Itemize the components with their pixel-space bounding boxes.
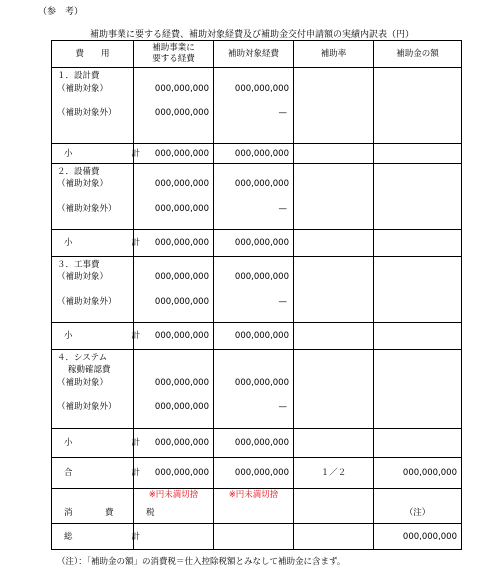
tax-amount-note: （注）	[374, 489, 462, 524]
table-title: 補助事業に要する経費、補助対象経費及び補助金交付申請額の実績内訳表（円）	[89, 30, 414, 40]
total-subsidy-rate: １／２	[294, 458, 374, 489]
rate-cell	[294, 429, 374, 458]
subtotal-row	[52, 323, 462, 350]
header-eligible-cost: 補助対象経費	[214, 41, 294, 68]
rate-cell	[294, 68, 374, 144]
total-eligible-cost: 000,000,000	[214, 458, 294, 489]
subtotal-eligible-cost: 000,000,000	[214, 323, 294, 350]
cost-breakdown-table	[51, 40, 462, 550]
subtotal-label: 小 計	[52, 144, 134, 164]
project-cost-cell: 000,000,000 000,000,000	[134, 350, 214, 429]
subtotal-label: 小 計	[52, 323, 134, 350]
section-label-cell: １．設計費 （補助対象） （補助対象外）	[52, 68, 134, 144]
total-label: 合 計	[52, 458, 134, 489]
subtotal-project-cost: 000,000,000	[134, 230, 214, 257]
total-project-cost: 000,000,000	[134, 458, 214, 489]
header-row	[52, 41, 462, 68]
subtotal-project-cost: 000,000,000	[134, 429, 214, 458]
rate-cell	[294, 524, 374, 550]
subtotal-eligible-cost: 000,000,000	[214, 144, 294, 164]
section-label-cell: ２．設備費 （補助対象） （補助対象外）	[52, 164, 134, 230]
subtotal-eligible-cost: 000,000,000	[214, 429, 294, 458]
subtotal-project-cost: 000,000,000	[134, 144, 214, 164]
amount-cell	[374, 68, 462, 144]
rate-cell	[294, 230, 374, 257]
header-project-cost: 補助事業に 要する経費	[134, 41, 214, 68]
eligible-cost-cell: 000,000,000 —	[214, 350, 294, 429]
rate-cell	[294, 144, 374, 164]
section-row-construction	[52, 257, 462, 323]
header-subsidy-rate: 補助率	[294, 41, 374, 68]
project-cost-cell: 000,000,000 000,000,000	[134, 164, 214, 230]
tax-eligible-note: ※円未満切捨	[214, 489, 294, 524]
subtotal-eligible-cost: 000,000,000	[214, 230, 294, 257]
tax-project-note: ※円未満切捨	[134, 489, 214, 524]
project-cost-cell: 000,000,000 000,000,000	[134, 68, 214, 144]
subtotal-row	[52, 429, 462, 458]
amount-cell	[374, 164, 462, 230]
eligible-cost-cell: 000,000,000 —	[214, 257, 294, 323]
project-cost-cell: 000,000,000 000,000,000	[134, 257, 214, 323]
section-row-design	[52, 68, 462, 144]
tax-row	[52, 489, 462, 524]
subtotal-project-cost: 000,000,000	[134, 323, 214, 350]
section-label-cell: ４．システム 稼動確認費 （補助対象） （補助対象外）	[52, 350, 134, 429]
amount-cell	[374, 429, 462, 458]
eligible-cost-cell: 000,000,000 —	[214, 164, 294, 230]
section-row-system-verification	[52, 350, 462, 429]
amount-cell	[374, 323, 462, 350]
subtotal-row	[52, 144, 462, 164]
amount-cell	[374, 230, 462, 257]
footnote: （注）：「補助金の額」の消費税＝仕入控除税額とみなして補助金に含まず。	[57, 557, 346, 567]
rate-cell	[294, 350, 374, 429]
header-cost: 費 用	[52, 41, 134, 68]
total-row	[52, 458, 462, 489]
grand-total-label: 総 計	[52, 524, 134, 550]
rate-cell	[294, 257, 374, 323]
subtotal-label: 小 計	[52, 230, 134, 257]
total-subsidy-amount: 000,000,000	[374, 458, 462, 489]
amount-cell	[374, 144, 462, 164]
grand-total-row	[52, 524, 462, 550]
subtotal-label: 小 計	[52, 429, 134, 458]
header-subsidy-amount: 補助金の額	[374, 41, 462, 68]
reference-label: （参 考）	[38, 7, 84, 17]
eligible-cost-cell: 000,000,000 —	[214, 68, 294, 144]
rate-cell	[294, 323, 374, 350]
section-label-cell: ３．工事費 （補助対象） （補助対象外）	[52, 257, 134, 323]
section-row-equipment	[52, 164, 462, 230]
subtotal-row	[52, 230, 462, 257]
grand-total-amount: 000,000,000	[374, 524, 462, 550]
rate-cell	[294, 164, 374, 230]
tax-label: 消 費 税	[52, 489, 134, 524]
eligible-cost-cell	[214, 524, 294, 550]
amount-cell	[374, 350, 462, 429]
rate-cell	[294, 489, 374, 524]
amount-cell	[374, 257, 462, 323]
